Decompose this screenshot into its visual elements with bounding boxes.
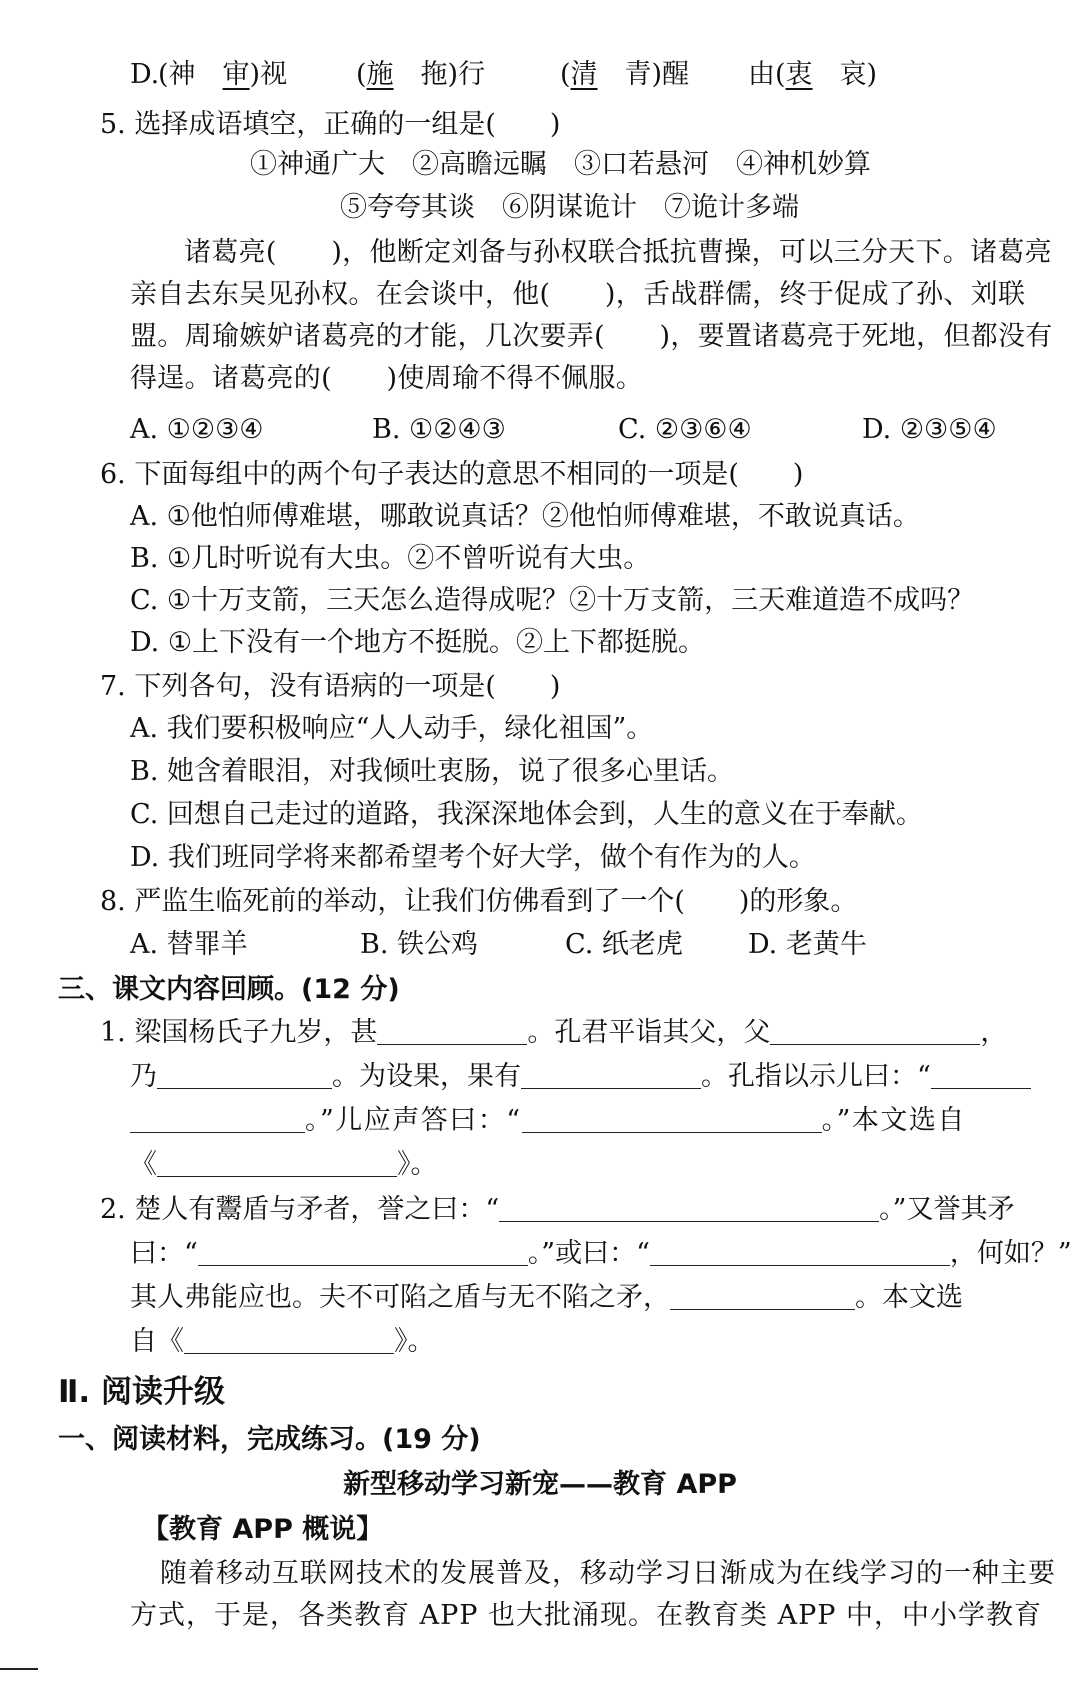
- article-subhead: 【教育 APP 概说】: [142, 1514, 384, 1545]
- answer-blank[interactable]: [377, 1014, 527, 1045]
- q7-option-d: D. 我们班同学将来都希望考个好大学，做个有作为的人。: [130, 842, 816, 873]
- answer-blank[interactable]: [130, 1102, 305, 1133]
- q5-stem: 5. 选择成语填空，正确的一组是( ): [100, 109, 561, 140]
- section3-title: 三、课文内容回顾。(12 分): [58, 974, 400, 1005]
- s3-q2-line4: 自《 》。: [0, 1322, 1080, 1362]
- q5-option-b: B. ①②④③: [372, 414, 506, 445]
- q5-option-d: D. ②③⑤④: [862, 414, 997, 445]
- article-paragraph: 随着移动互联网技术的发展普及，移动学习日渐成为在线学习的一种主要方式，于是，各类教育 APP 也大批涌现。在教育类 APP 中，中小学教育: [130, 1558, 1056, 1631]
- page-footer-rule: [0, 1668, 38, 1670]
- q8-option-b: B. 铁公鸡: [360, 929, 479, 960]
- article-title: 新型移动学习新宠——教育 APP: [343, 1469, 737, 1500]
- char-group-4: 由(衷 哀): [748, 59, 878, 90]
- q5-option-c: C. ②③⑥④: [618, 414, 752, 445]
- q6-option-d: D. ①上下没有一个地方不挺脱。②上下都挺脱。: [130, 627, 706, 658]
- q6-stem: 6. 下面每组中的两个句子表达的意思不相同的一项是( ): [100, 459, 804, 490]
- answer-blank[interactable]: [931, 1058, 1031, 1089]
- answer-blank[interactable]: [499, 1191, 879, 1222]
- q7-stem: 7. 下列各句，没有语病的一项是( ): [100, 671, 561, 702]
- q7-option-a: A. 我们要积极响应“人人动手，绿化祖国”。: [130, 713, 654, 744]
- answer-blank[interactable]: [522, 1102, 822, 1133]
- answer-blank[interactable]: [650, 1235, 950, 1266]
- answer-blank[interactable]: [670, 1279, 855, 1310]
- answer-blank[interactable]: [157, 1146, 397, 1177]
- q8-stem: 8. 严监生临死前的举动，让我们仿佛看到了一个( )的形象。: [100, 886, 858, 917]
- s3-q1-line3: 。”儿应声答曰：“ 。”本文选自: [0, 1101, 1080, 1141]
- answer-blank[interactable]: [521, 1058, 701, 1089]
- answer-blank[interactable]: [770, 1014, 980, 1045]
- part2-title: Ⅱ. 阅读升级: [58, 1374, 225, 1410]
- q6-option-a: A. ①他怕师傅难堪，哪敢说真话？②他怕师傅难堪，不敢说真话。: [130, 501, 920, 532]
- char-group-2: (施 拖)行: [356, 59, 486, 90]
- q6-option-c: C. ①十万支箭，三天怎么造得成呢？②十万支箭，三天难道造不成吗？: [130, 585, 975, 616]
- q5-idioms-line2: ⑤夸夸其谈 ⑥阴谋诡计 ⑦诡计多端: [340, 192, 799, 223]
- answer-blank[interactable]: [198, 1235, 528, 1266]
- s3-q1-line2: 乃 。为设果，果有 。孔指以示儿曰：“: [0, 1057, 1080, 1097]
- q8-option-c: C. 纸老虎: [565, 929, 683, 960]
- s3-q1-line1: 1. 梁国杨氏子九岁，甚 。孔君平诣其父，父 ，: [0, 1013, 1080, 1053]
- char-group-1: (神 审)视: [158, 59, 288, 90]
- answer-blank[interactable]: [184, 1323, 394, 1354]
- s3-q1-line4: 《 》。: [0, 1145, 1080, 1185]
- q6-option-b: B. ①几时听说有大虫。②不曾听说有大虫。: [130, 543, 651, 574]
- s3-q2-line2: 曰：“ 。”或曰：“ ，何如？”: [0, 1234, 1080, 1274]
- char-group-3: (清 青)醒: [560, 59, 690, 90]
- q8-option-d: D. 老黄牛: [748, 929, 867, 960]
- q7-option-b: B. 她含着眼泪，对我倾吐衷肠，说了很多心里话。: [130, 756, 735, 787]
- part2-section1-title: 一、阅读材料，完成练习。(19 分): [58, 1424, 481, 1455]
- option-label: D.: [130, 59, 160, 90]
- q5-idioms-line1: ①神通广大 ②高瞻远瞩 ③口若悬河 ④神机妙算: [250, 149, 871, 180]
- q7-option-c: C. 回想自己走过的道路，我深深地体会到，人生的意义在于奉献。: [130, 799, 923, 830]
- q5-passage: 诸葛亮( )，他断定刘备与孙权联合抵抗曹操，可以三分天下。诸葛亮亲自去东吴见孙权。在会谈中，他( )，舌战群儒，终于促成了孙、刘联盟。周瑜嫉妒诸葛亮的才能，几次要弄( )，要置诸葛亮于死地，但都没有得逞。诸葛亮的( )使周瑜不得不佩服。: [130, 237, 1053, 394]
- answer-blank[interactable]: [157, 1058, 332, 1089]
- q5-option-a: A. ①②③④: [130, 414, 264, 445]
- s3-q2-line1: 2. 楚人有鬻盾与矛者，誉之曰：“ 。”又誉其矛: [0, 1190, 1080, 1230]
- s3-q2-line3: 其人弗能应也。夫不可陷之盾与无不陷之矛， 。本文选: [0, 1278, 1080, 1318]
- q8-option-a: A. 替罪羊: [130, 929, 248, 960]
